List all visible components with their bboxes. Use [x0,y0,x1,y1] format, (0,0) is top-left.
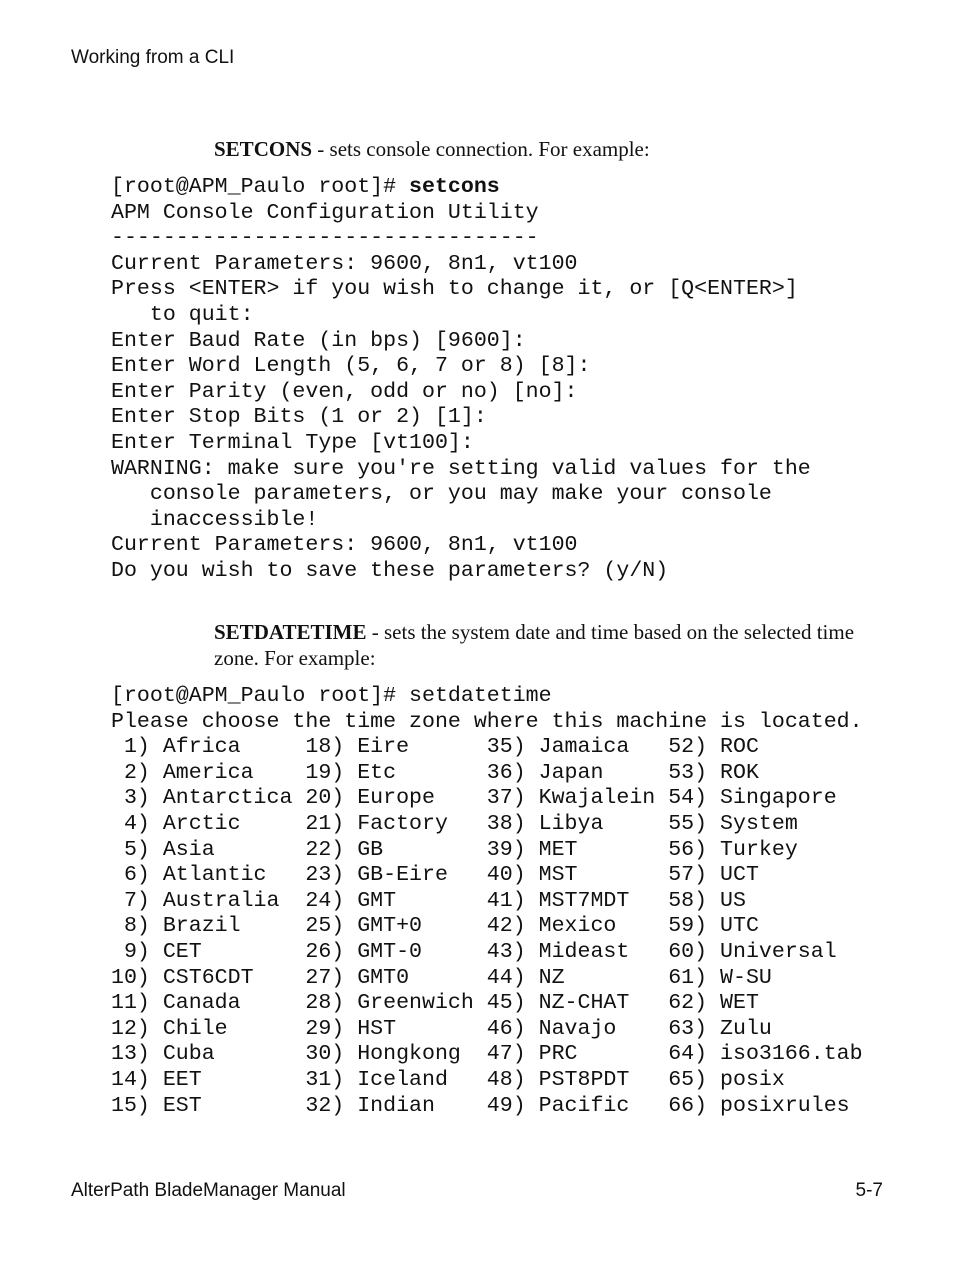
setcons-command: setcons [409,175,500,199]
running-header: Working from a CLI [71,47,235,68]
setdatetime-description-text: - sets the system date and time based on the selected time zone. For example: [214,620,855,670]
setcons-prompt: [root@APM_Paulo root]# [111,175,410,199]
setdatetime-command-name: SETDATETIME [214,620,367,644]
setcons-code-example [111,175,811,585]
setcons-command-name: SETCONS [214,137,313,161]
footer-page-number: 5-7 [855,1180,883,1201]
setdatetime-code-example: [root@APM_Paulo root]# setdatetime Please choose the time zone where this machine is located. 1) Africa 18) Eire 35) Jamaica 52) ROC 2) America 19) Etc 36) Japan 53) ROK 3) Antarctica 20) Europe 37) Kwajalein 54) Singapore 4) Arctic 21) Factory 38) Libya 55) System 5) Asia 22) GB 39) MET 56) Turkey 6) Atlantic 23) GB-Eire 40) MST 57) UCT 7) Australia 24) GMT 41) MST7MDT 58) US 8) Brazil 25) GMT+0 42) Mexico 59) UTC 9) CET 26) GMT-0 43) Mideast 60) Universal 10) CST6CDT 27) GMT0 44) NZ 61) W-SU 11) Canada 28) Greenwich 45) NZ-CHAT 62) WET 12) Chile 29) HST 46) Navajo 63) Zulu 13) Cuba 30) Hongkong 47) PRC 64) iso3166.tab 14) EET 31) Iceland 48) PST8PDT 65) posix 15) EST 32) Indian 49) Pacific 66) posixrules [111,684,863,1118]
setcons-description [214,136,650,162]
setcons-output: APM Console Configuration Utility --------------------------------- Current Parameters: 9600, 8n1, vt100 Press <ENTER> if you wish to change it, or [Q<ENTER>] to quit: Enter Baud Rate (in bps) [9600]: Enter Word Length (5, 6, 7 or 8) [8]: Enter Parity (even, odd or no) [no]: Enter Stop Bits (1 or 2) [1]: Enter Terminal Type [vt100]: WARNING: make sure you're setting valid values for the console parameters, or you may make your console inaccessible! Current Parameters: 9600, 8n1, vt100 Do you wish to save these parameters? (y/N) [111,200,811,583]
setcons-description-text: - sets console connection. For example: [312,137,650,161]
setdatetime-description [214,619,894,671]
footer-manual-title: AlterPath BladeManager Manual [71,1180,346,1201]
